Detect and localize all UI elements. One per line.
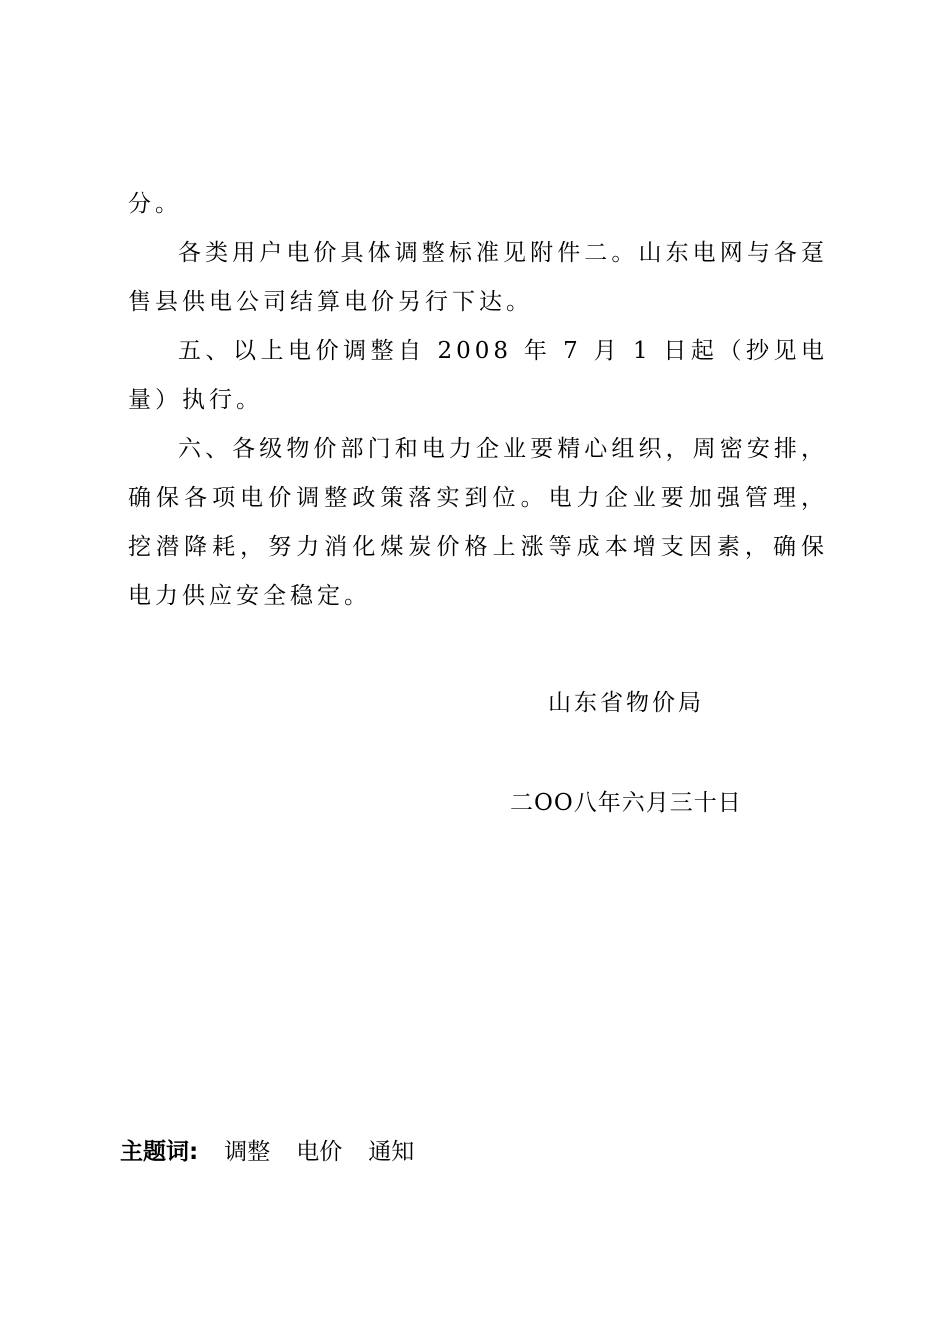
signature-organization: 山东省物价局: [548, 690, 704, 716]
subject-keywords: [120, 1133, 414, 1166]
keywords-label: 主题词:: [120, 1139, 199, 1165]
keyword-item: 调整: [224, 1139, 271, 1165]
paragraph-continuation: 分。: [128, 191, 182, 217]
signature-date: 二OO八年六月三十日: [510, 790, 742, 816]
keyword-item: 通知: [368, 1139, 415, 1165]
paragraph-attachment-reference: 各类用户电价具体调整标准见附件二。山东电网与各趸售县供电公司结算电价另行下达。: [128, 240, 828, 315]
document-body: [128, 180, 828, 621]
paragraph-item-six: 六、各级物价部门和电力企业要精心组织，周密安排，确保各项电价调整政策落实到位。电力企业要加强管理，挖潜降耗，努力消化煤炭价格上涨等成本增支因素，确保电力供应安全稳定。: [128, 436, 828, 609]
paragraph-item-five: 五、以上电价调整自 2008 年 7 月 1 日起（抄见电量）执行。: [128, 338, 828, 413]
keyword-item: 电价: [296, 1139, 343, 1165]
